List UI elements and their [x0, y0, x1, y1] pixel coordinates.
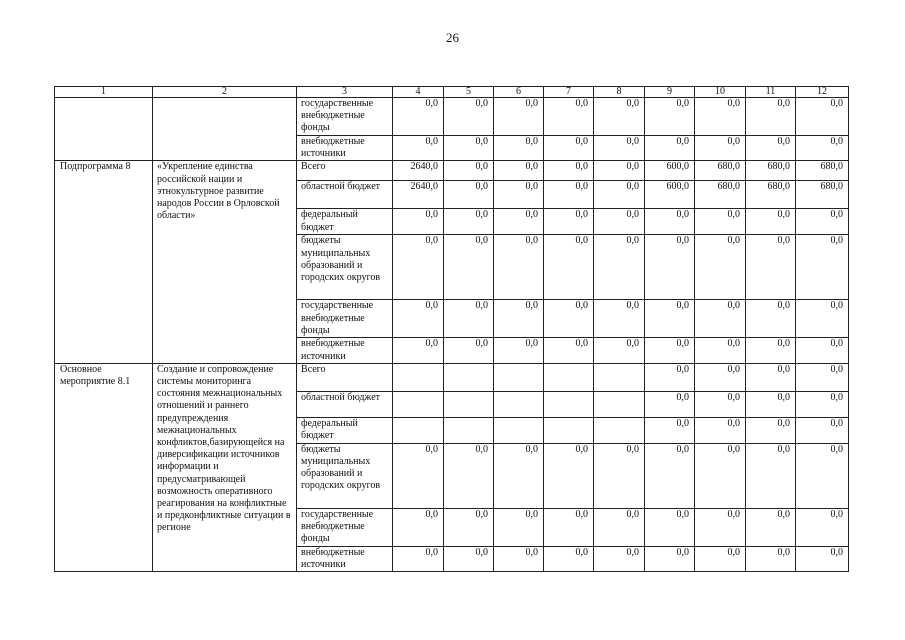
- value-cell: 0,0: [594, 209, 645, 235]
- value-cell: 0,0: [494, 181, 544, 209]
- value-cell: 0,0: [746, 363, 796, 391]
- value-cell: 0,0: [695, 391, 746, 417]
- funding-source-cell: государственные внебюджетные фонды: [297, 98, 393, 136]
- value-cell: 0,0: [393, 235, 444, 300]
- value-cell: 0,0: [594, 546, 645, 571]
- funding-source-cell: областной бюджет: [297, 391, 393, 417]
- value-cell: 0,0: [695, 338, 746, 363]
- funding-source-cell: федеральный бюджет: [297, 417, 393, 443]
- value-cell: 0,0: [796, 391, 849, 417]
- value-cell: 0,0: [645, 209, 695, 235]
- value-cell: 0,0: [444, 136, 494, 161]
- value-cell: 0,0: [494, 136, 544, 161]
- value-cell: 600,0: [645, 181, 695, 209]
- value-cell: 0,0: [544, 181, 594, 209]
- value-cell: 0,0: [494, 161, 544, 181]
- value-cell: 0,0: [444, 161, 494, 181]
- value-cell: 0,0: [444, 235, 494, 300]
- budget-table: [54, 86, 849, 572]
- value-cell: 0,0: [796, 136, 849, 161]
- value-cell: 0,0: [494, 338, 544, 363]
- table-row: [55, 98, 849, 136]
- value-cell: [494, 391, 544, 417]
- value-cell: 0,0: [645, 338, 695, 363]
- value-cell: 0,0: [544, 546, 594, 571]
- value-cell: 0,0: [746, 443, 796, 508]
- page-number: 26: [446, 30, 459, 45]
- value-cell: 2640,0: [393, 161, 444, 181]
- program-title-cell: Создание и сопровождение системы мониторинга состояния межнациональных отношений и раннего предупреждения межнациональных конфликтов,базирующейся на диверсификации источников информации и предусматривающей возможность оперативного реагирования на конфликтные и предконфликтные ситуации в регионе: [153, 363, 297, 571]
- funding-source-cell: Всего: [297, 161, 393, 181]
- column-number: 3: [297, 87, 393, 98]
- value-cell: 0,0: [746, 98, 796, 136]
- value-cell: 0,0: [594, 338, 645, 363]
- value-cell: 0,0: [695, 363, 746, 391]
- value-cell: 0,0: [645, 443, 695, 508]
- program-title-cell: «Укрепление единства российской нации и этнокультурное развитие народов России в Орловской области»: [153, 161, 297, 363]
- value-cell: 0,0: [695, 209, 746, 235]
- table-row: [55, 161, 849, 181]
- value-cell: 0,0: [393, 338, 444, 363]
- value-cell: 0,0: [494, 546, 544, 571]
- value-cell: 0,0: [796, 98, 849, 136]
- value-cell: 0,0: [645, 300, 695, 338]
- value-cell: 680,0: [695, 181, 746, 209]
- value-cell: 0,0: [695, 300, 746, 338]
- funding-source-cell: внебюджетные источники: [297, 136, 393, 161]
- value-cell: 0,0: [796, 209, 849, 235]
- value-cell: [594, 363, 645, 391]
- value-cell: 0,0: [544, 209, 594, 235]
- program-name-cell: [55, 98, 153, 161]
- value-cell: 0,0: [393, 300, 444, 338]
- value-cell: 600,0: [645, 161, 695, 181]
- value-cell: [444, 363, 494, 391]
- value-cell: 0,0: [796, 363, 849, 391]
- value-cell: 0,0: [594, 136, 645, 161]
- funding-source-cell: внебюджетные источники: [297, 546, 393, 571]
- program-title-cell: [153, 98, 297, 161]
- funding-source-cell: бюджеты муниципальных образований и городских округов: [297, 235, 393, 300]
- value-cell: 0,0: [594, 508, 645, 546]
- value-cell: 0,0: [645, 136, 695, 161]
- column-number: 1: [55, 87, 153, 98]
- value-cell: 0,0: [494, 443, 544, 508]
- column-number: 2: [153, 87, 297, 98]
- value-cell: 0,0: [695, 98, 746, 136]
- value-cell: 0,0: [746, 417, 796, 443]
- value-cell: 0,0: [444, 300, 494, 338]
- value-cell: 0,0: [746, 508, 796, 546]
- value-cell: 680,0: [746, 161, 796, 181]
- value-cell: 0,0: [444, 508, 494, 546]
- value-cell: 0,0: [645, 363, 695, 391]
- column-number: 5: [444, 87, 494, 98]
- value-cell: 0,0: [645, 235, 695, 300]
- value-cell: 0,0: [695, 235, 746, 300]
- column-number: 7: [544, 87, 594, 98]
- value-cell: 0,0: [393, 98, 444, 136]
- value-cell: 2640,0: [393, 181, 444, 209]
- value-cell: 0,0: [444, 338, 494, 363]
- value-cell: 0,0: [444, 209, 494, 235]
- value-cell: 0,0: [695, 508, 746, 546]
- value-cell: 0,0: [796, 235, 849, 300]
- value-cell: 0,0: [594, 235, 645, 300]
- value-cell: [393, 391, 444, 417]
- value-cell: 0,0: [594, 98, 645, 136]
- value-cell: 0,0: [796, 546, 849, 571]
- value-cell: 0,0: [796, 300, 849, 338]
- value-cell: 680,0: [796, 181, 849, 209]
- funding-source-cell: государственные внебюджетные фонды: [297, 508, 393, 546]
- budget-table-body: [55, 87, 849, 572]
- value-cell: [544, 363, 594, 391]
- column-number: 12: [796, 87, 849, 98]
- value-cell: 0,0: [695, 417, 746, 443]
- value-cell: 0,0: [594, 300, 645, 338]
- value-cell: 0,0: [544, 338, 594, 363]
- value-cell: 0,0: [544, 508, 594, 546]
- value-cell: 0,0: [494, 235, 544, 300]
- funding-source-cell: государственные внебюджетные фонды: [297, 300, 393, 338]
- value-cell: [494, 363, 544, 391]
- table-row: [55, 363, 849, 391]
- value-cell: 680,0: [796, 161, 849, 181]
- funding-source-cell: областной бюджет: [297, 181, 393, 209]
- value-cell: 0,0: [695, 443, 746, 508]
- value-cell: 0,0: [444, 443, 494, 508]
- value-cell: [594, 417, 645, 443]
- value-cell: 0,0: [544, 443, 594, 508]
- column-number: 10: [695, 87, 746, 98]
- value-cell: 680,0: [695, 161, 746, 181]
- value-cell: 0,0: [544, 300, 594, 338]
- column-number: 8: [594, 87, 645, 98]
- value-cell: 0,0: [645, 391, 695, 417]
- value-cell: 0,0: [444, 98, 494, 136]
- value-cell: [544, 417, 594, 443]
- value-cell: [393, 363, 444, 391]
- value-cell: 0,0: [695, 136, 746, 161]
- value-cell: 0,0: [746, 235, 796, 300]
- program-name-cell: Подпрограмма 8: [55, 161, 153, 363]
- value-cell: 680,0: [746, 181, 796, 209]
- value-cell: 0,0: [746, 546, 796, 571]
- funding-source-cell: внебюджетные источники: [297, 338, 393, 363]
- value-cell: [444, 417, 494, 443]
- column-number: 11: [746, 87, 796, 98]
- value-cell: 0,0: [746, 338, 796, 363]
- value-cell: 0,0: [544, 235, 594, 300]
- column-number: 9: [645, 87, 695, 98]
- value-cell: 0,0: [746, 209, 796, 235]
- value-cell: 0,0: [393, 443, 444, 508]
- value-cell: 0,0: [594, 161, 645, 181]
- value-cell: [393, 417, 444, 443]
- value-cell: 0,0: [594, 443, 645, 508]
- column-number: 4: [393, 87, 444, 98]
- value-cell: 0,0: [393, 508, 444, 546]
- value-cell: 0,0: [645, 417, 695, 443]
- value-cell: 0,0: [746, 136, 796, 161]
- value-cell: 0,0: [746, 391, 796, 417]
- value-cell: 0,0: [645, 98, 695, 136]
- value-cell: 0,0: [544, 98, 594, 136]
- value-cell: 0,0: [544, 136, 594, 161]
- column-number-row: [55, 87, 849, 98]
- value-cell: 0,0: [494, 300, 544, 338]
- value-cell: 0,0: [796, 417, 849, 443]
- value-cell: 0,0: [796, 443, 849, 508]
- value-cell: 0,0: [645, 546, 695, 571]
- funding-source-cell: Всего: [297, 363, 393, 391]
- value-cell: 0,0: [494, 98, 544, 136]
- value-cell: 0,0: [796, 338, 849, 363]
- value-cell: [594, 391, 645, 417]
- value-cell: 0,0: [796, 508, 849, 546]
- value-cell: [444, 391, 494, 417]
- value-cell: 0,0: [544, 161, 594, 181]
- funding-source-cell: федеральный бюджет: [297, 209, 393, 235]
- value-cell: [544, 391, 594, 417]
- funding-source-cell: бюджеты муниципальных образований и городских округов: [297, 443, 393, 508]
- value-cell: 0,0: [645, 508, 695, 546]
- value-cell: 0,0: [695, 546, 746, 571]
- value-cell: 0,0: [393, 546, 444, 571]
- column-number: 6: [494, 87, 544, 98]
- value-cell: 0,0: [494, 209, 544, 235]
- value-cell: 0,0: [393, 136, 444, 161]
- program-name-cell: Основное мероприятие 8.1: [55, 363, 153, 571]
- value-cell: 0,0: [594, 181, 645, 209]
- value-cell: 0,0: [393, 209, 444, 235]
- value-cell: 0,0: [746, 300, 796, 338]
- value-cell: 0,0: [444, 546, 494, 571]
- value-cell: [494, 417, 544, 443]
- value-cell: 0,0: [444, 181, 494, 209]
- value-cell: 0,0: [494, 508, 544, 546]
